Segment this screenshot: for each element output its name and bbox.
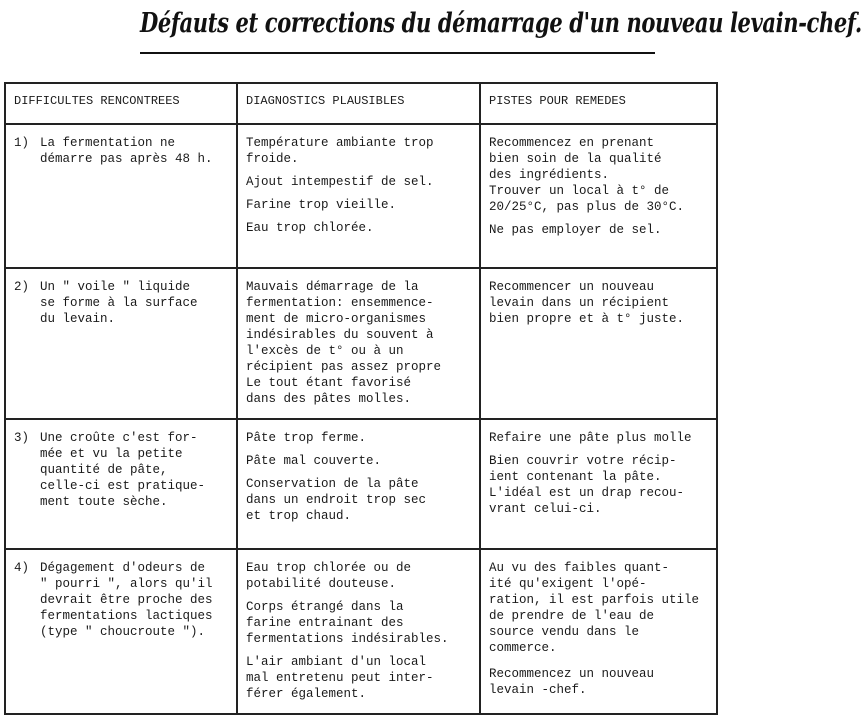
diagnostics-cell [237,268,480,419]
remedies-cell [480,268,717,419]
difficulty-cell [5,419,237,549]
defects-table [4,82,718,715]
diagnostic-item: Conservation de la pâte dans un endroit trop sec et trop chaud. [246,477,427,523]
diagnostic-item: Eau trop chlorée. [246,221,374,235]
header-diagnostics: DIAGNOSTICS PLAUSIBLES [237,83,480,124]
table-row [5,549,717,714]
diagnostic-item: Température ambiante trop froide. [246,136,434,166]
remedy-item: Refaire une pâte plus molle [489,431,692,445]
remedies-cell [480,549,717,714]
header-difficulties: DIFFICULTES RENCONTREES [5,83,237,124]
remedies-cell [480,419,717,549]
diagnostic-item: Mauvais démarrage de la fermentation: ensemmence- ment de micro-organismes indésirables du souvent à l'excès de t° ou à un récipient pas assez propre Le tout étant favorisé dans des pâtes molles. [246,280,442,406]
diagnostic-item: Farine trop vieille. [246,198,397,212]
row-number: 2) [14,280,30,294]
remedy-item: Bien couvrir votre récip- ient contenant la pâte. L'idéal est un drap recou- vrant celui-ci. [489,454,685,516]
difficulty-text: La fermentation ne démarre pas après 48 h. [40,136,213,166]
page-title: Défauts et corrections du démarrage d'un nouveau levain-chef. [140,8,862,39]
difficulty-cell [5,124,237,268]
remedy-item: Recommencez en prenant bien soin de la qualité des ingrédients. Trouver un local à t° de 20/25°C, pas plus de 30°C. [489,136,685,214]
table-row [5,268,717,419]
diagnostics-cell [237,124,480,268]
diagnostic-item: Ajout intempestif de sel. [246,175,434,189]
header-remedies: PISTES POUR REMEDES [480,83,717,124]
remedy-item: Au vu des faibles quant- ité qu'exigent l'opé- ration, il est parfois utile de prendre de l'eau de source vendu dans le commerce. [489,561,700,655]
difficulty-cell [5,549,237,714]
remedy-item: Recommencez un nouveau levain -chef. [489,667,655,697]
table-row [5,419,717,549]
difficulty-text: Un " voile " liquide se forme à la surface du levain. [40,280,198,326]
difficulty-text: Dégagement d'odeurs de " pourri ", alors qu'il devrait être proche des fermentations lactiques (type " choucroute "). [40,561,213,639]
diagnostic-item: Corps étrangé dans la farine entrainant des fermentations indésirables. [246,600,449,646]
diagnostic-item: L'air ambiant d'un local mal entretenu peut inter- férer également. [246,655,434,701]
row-number: 4) [14,561,30,575]
diagnostics-cell [237,419,480,549]
table-row [5,124,717,268]
title-underline [140,52,655,54]
difficulty-text: Une croûte c'est for- mée et vu la petite quantité de pâte, celle-ci est pratique- ment toute sèche. [40,431,206,509]
diagnostics-cell [237,549,480,714]
row-number: 1) [14,136,30,150]
remedies-cell [480,124,717,268]
table-header-row [5,83,717,124]
row-number: 3) [14,431,30,445]
remedy-item: Recommencer un nouveau levain dans un récipient bien propre et à t° juste. [489,280,685,326]
difficulty-cell [5,268,237,419]
diagnostic-item: Pâte trop ferme. [246,431,367,445]
diagnostic-item: Pâte mal couverte. [246,454,382,468]
diagnostic-item: Eau trop chlorée ou de potabilité douteuse. [246,561,412,591]
remedy-item: Ne pas employer de sel. [489,223,662,237]
